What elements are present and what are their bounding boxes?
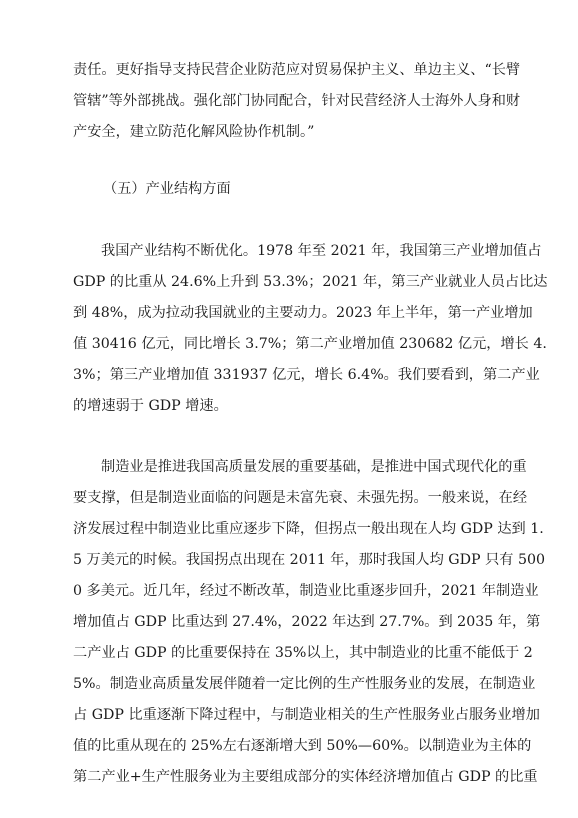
section-heading: （五）产业结构方面	[103, 181, 231, 197]
text-line: 制造业是推进我国高质量发展的重要基础，是推进中国式现代化的重	[101, 459, 527, 475]
text-line: 我国产业结构不断优化。1978 年至 2021 年，我国第三产业增加值占	[101, 243, 542, 259]
text-line: 到 48%，成为拉动我国就业的主要动力。2023 年上半年，第一产业增加	[73, 305, 533, 321]
text-line: 值 30416 亿元，同比增长 3.7%；第二产业增加值 230682 亿元，增长 4.	[73, 336, 547, 352]
text-line: 5 万美元的时候。我国拐点出现在 2011 年，那时我国人均 GDP 只有 500	[73, 552, 546, 568]
text-line: 要支撑，但是制造业面临的问题是未富先衰、未强先拐。一般来说，在经	[73, 490, 528, 506]
text-line: 产安全，建立防范化解风险协作机制。”	[73, 124, 315, 140]
text-line: 占 GDP 比重逐渐下降过程中，与制造业相关的生产性服务业占服务业增加	[73, 707, 540, 723]
text-line: 的增速弱于 GDP 增速。	[73, 398, 228, 414]
text-line: 第二产业+生产性服务业为主要组成部分的实体经济增加值占 GDP 的比重	[73, 769, 538, 785]
text-line: 0 多美元。近几年，经过不断改革，制造业比重逐步回升，2021 年制造业	[73, 583, 539, 599]
paragraph-responsibility	[73, 55, 521, 148]
text-line: GDP 的比重从 24.6%上升到 53.3%；2021 年，第三产业就业人员占比达	[73, 274, 548, 290]
text-line: 责任。更好指导支持民营企业防范应对贸易保护主义、单边主义、“长臂	[73, 62, 521, 78]
text-line: 济发展过程中制造业比重应逐步下降，但拐点一般出现在人均 GDP 达到 1.	[73, 521, 544, 537]
paragraph-industrial-structure	[73, 236, 548, 422]
text-line: 3%；第三产业增加值 331937 亿元，增长 6.4%。我们要看到，第二产业	[73, 367, 540, 383]
text-line: 值的比重从现在的 25%左右逐渐增大到 50%—60%。以制造业为主体的	[73, 738, 532, 754]
text-line: 二产业占 GDP 的比重要保持在 35%以上，其中制造业的比重不能低于 2	[73, 645, 533, 661]
paragraph-manufacturing	[73, 452, 546, 793]
text-line: 5%。制造业高质量发展伴随着一定比例的生产性服务业的发展，在制造业	[73, 676, 536, 692]
text-line: 管辖”等外部挑战。强化部门协同配合，针对民营经济人士海外人身和财	[73, 93, 521, 109]
text-line: 增加值占 GDP 比重达到 27.4%，2022 年达到 27.7%。到 2035 年，第	[73, 614, 541, 630]
